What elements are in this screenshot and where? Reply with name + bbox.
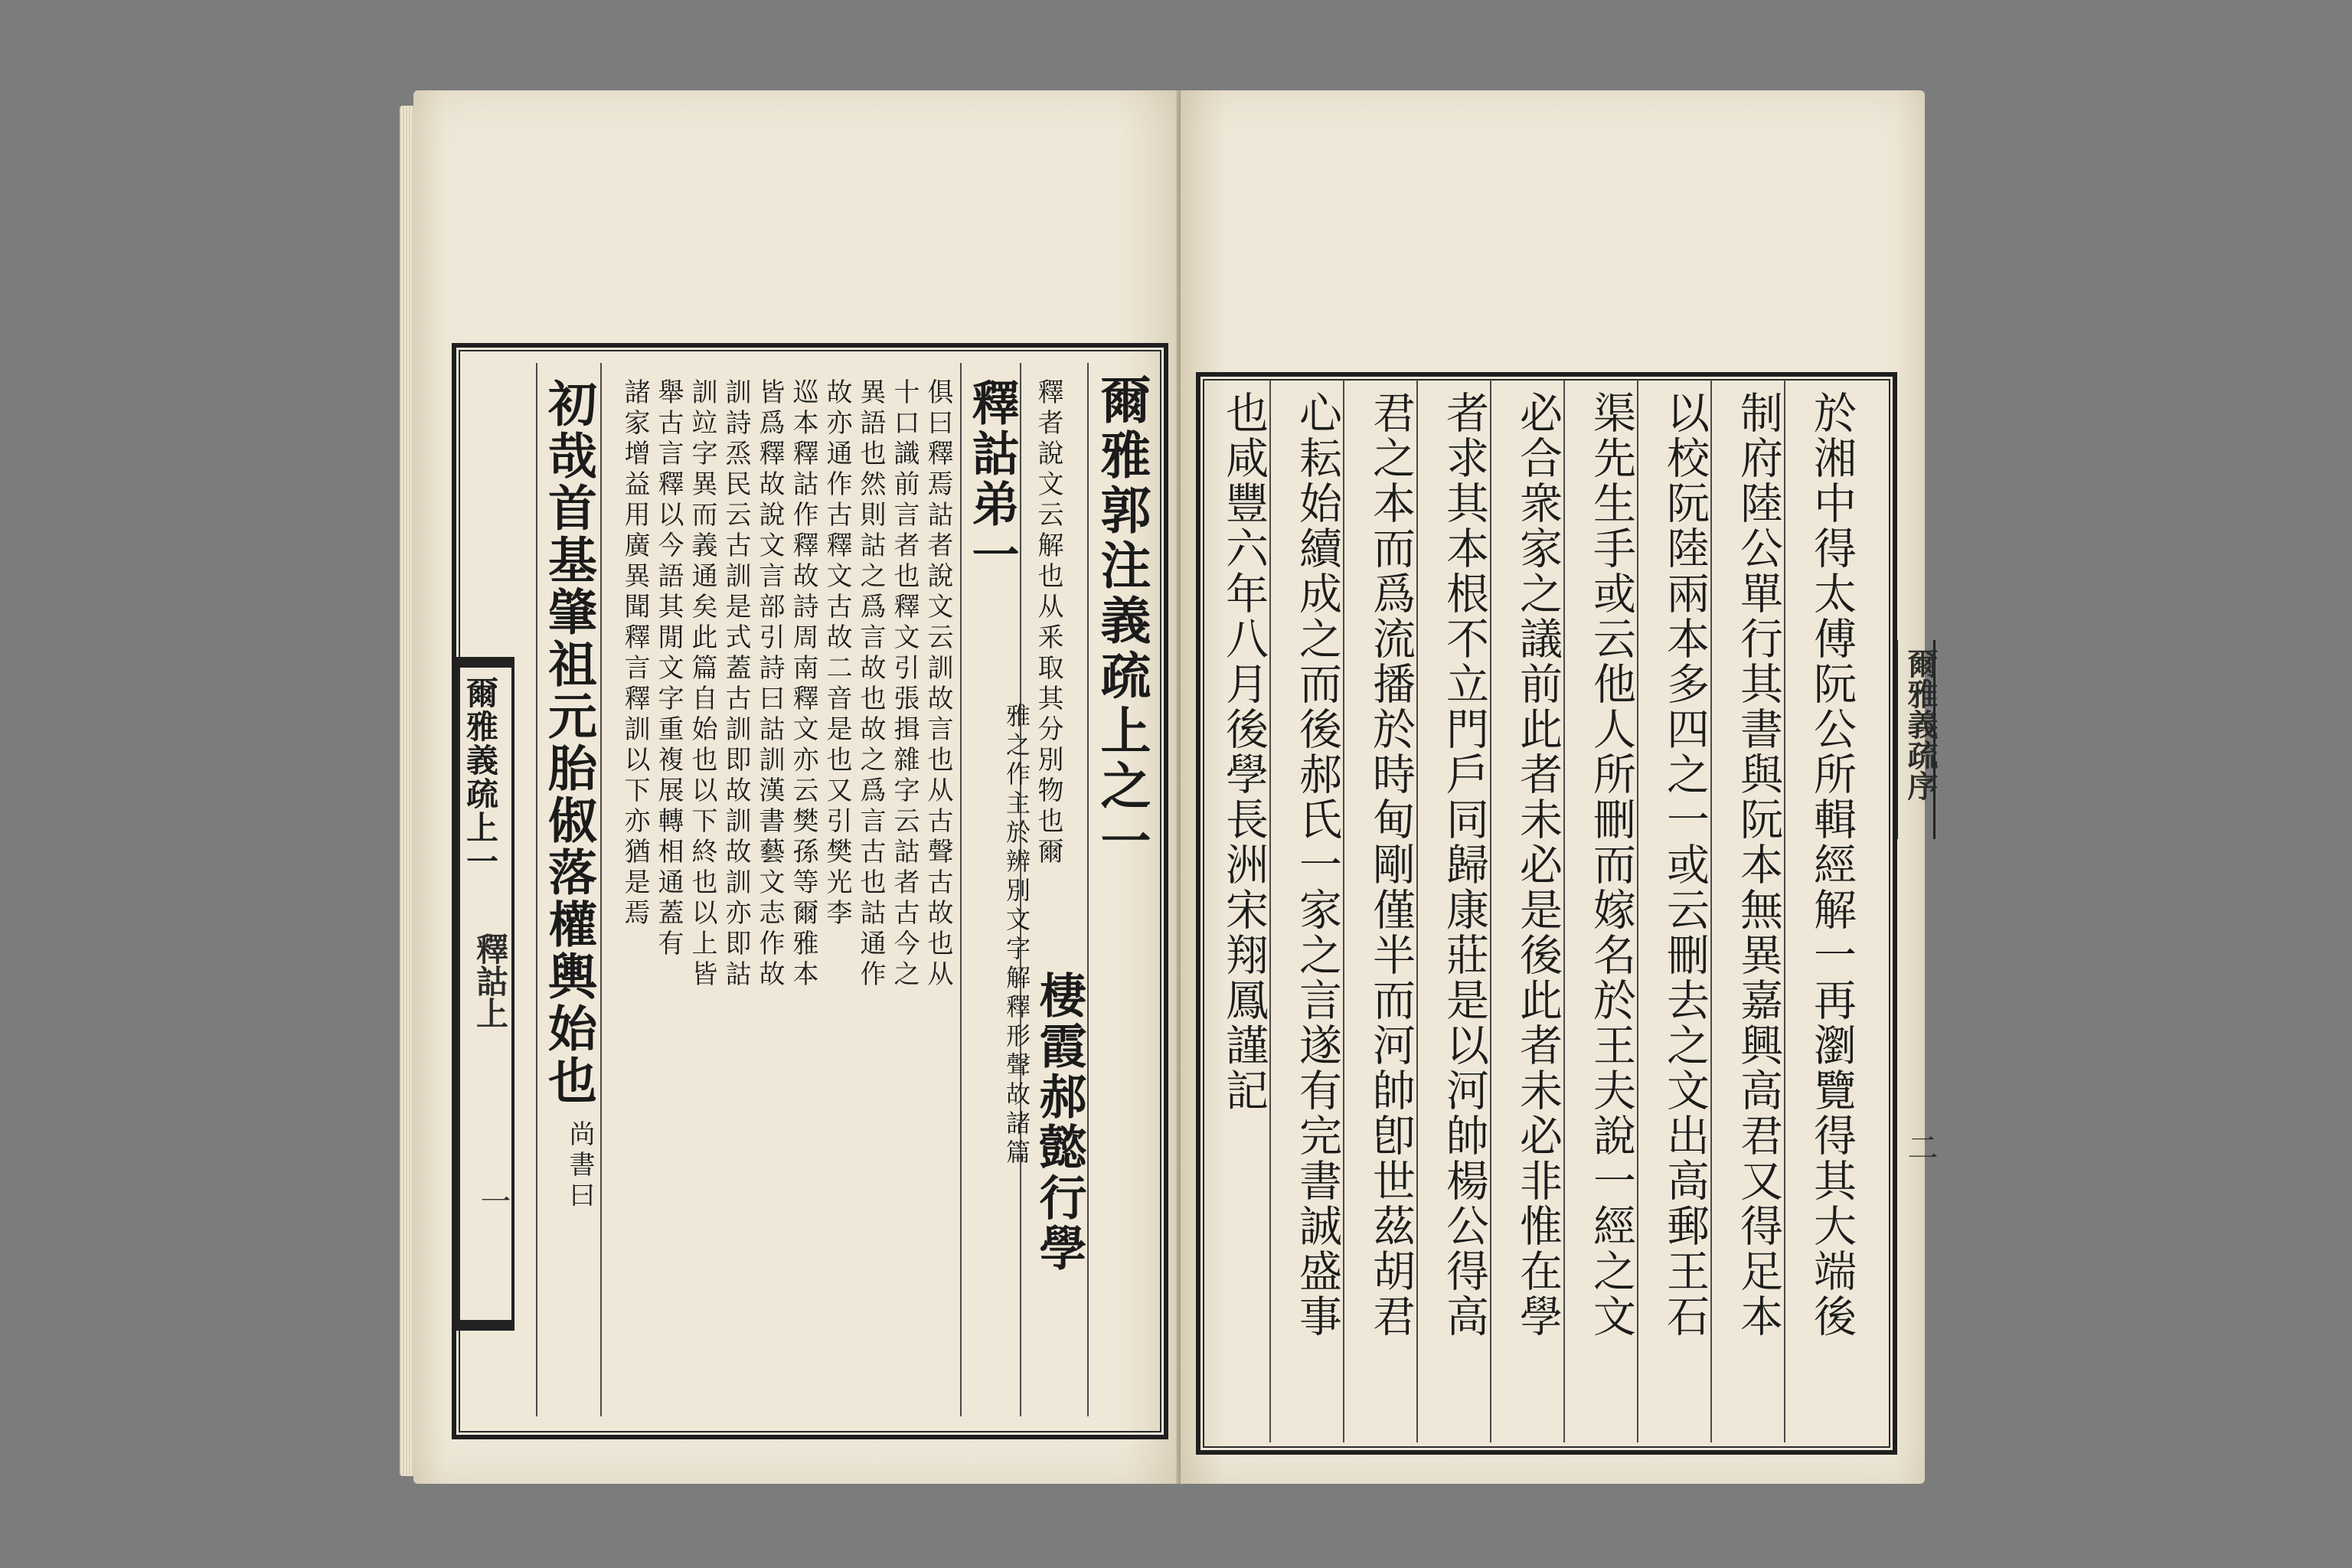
chapter-heading: 釋詁弟一 <box>964 378 1020 580</box>
commentary-col-1: 釋者說文云解也从釆取其分別物也爾 <box>1033 378 1063 868</box>
preface-col-8: 心耘始續成之而後郝氏一家之言遂有完書誠盛事 <box>1292 390 1342 1339</box>
right-page-number: 二 <box>1903 1132 1938 1162</box>
open-book <box>413 90 1939 1484</box>
author-line: 棲霞郝懿行學 <box>1031 971 1087 1274</box>
commentary-col-8: 皆爲釋故說文言部引詩曰詁訓漢書藝文志作故 <box>754 378 785 991</box>
preface-col-2: 制府陸公單行其書與阮本無異嘉興高君又得足本 <box>1733 390 1783 1339</box>
commentary-col-2: 雅之作主於辨別文字解釋形聲故諸篇 <box>1002 703 1031 1168</box>
left-page-number: 一 <box>475 1185 511 1216</box>
preface-col-7: 君之本而爲流播於時甸剛僅半而河帥卽世茲胡君 <box>1366 390 1416 1339</box>
tail-col-1: 尚書曰 <box>564 1120 595 1212</box>
preface-col-5: 必合衆家之議前此者未必是後此者未必非惟在學 <box>1513 390 1563 1339</box>
commentary-col-4: 十口識前言者也釋文引張揖雜字云詁者古今之 <box>889 378 920 991</box>
left-page <box>413 90 1179 1484</box>
right-fish-tail-title: 爾雅義疏序 <box>1903 648 1939 801</box>
book-title: 爾雅郭注義疏上之一 <box>1092 374 1152 870</box>
preface-col-3: 以校阮陸兩本多四之一或云刪去之文出高郵王石 <box>1660 390 1710 1339</box>
left-fish-tail-title: 爾雅義疏上一 <box>462 676 499 878</box>
preface-col-1: 於湘中得太傅阮公所輯經解一再瀏覽得其大端後 <box>1807 390 1857 1339</box>
commentary-col-6: 故亦通作古釋文古故二音是也又引樊光李 <box>822 378 852 929</box>
main-text-line: 初哉首基肇祖元胎俶落權輿始也 <box>540 378 597 1107</box>
commentary-col-7: 巡本釋詁作釋故詩周南釋文亦云樊孫等爾雅本 <box>788 378 818 991</box>
preface-col-4: 渠先生手或云他人所刪而嫁名於王夫說一經之文 <box>1586 390 1636 1339</box>
preface-col-6: 者求其本根不立門戶同歸康莊是以河帥楊公得高 <box>1439 390 1489 1339</box>
commentary-col-11: 舉古言釋以今語其閒文字重複展轉相通蓋有 <box>653 378 684 960</box>
commentary-col-5: 異語也然則詁之爲言故也故之爲言古也詁通作 <box>855 378 886 991</box>
commentary-col-10: 訓竝字異而義通矣此篇自始也以下終也以上皆 <box>687 378 717 991</box>
right-page <box>1181 90 1925 1484</box>
commentary-col-9: 訓詩烝民云古訓是式蓋古訓即故訓故訓亦即詁 <box>720 378 751 991</box>
commentary-col-3: 俱曰釋焉詁者說文云訓故言也从古聲古故也从 <box>923 378 953 991</box>
left-fish-tail-section: 釋詁上 <box>472 933 509 1029</box>
commentary-col-12: 諸家增益用廣異聞釋言釋訓以下亦猶是焉 <box>619 378 650 929</box>
preface-col-9: 也咸豐六年八月後學長洲宋翔鳳謹記 <box>1219 390 1269 1113</box>
